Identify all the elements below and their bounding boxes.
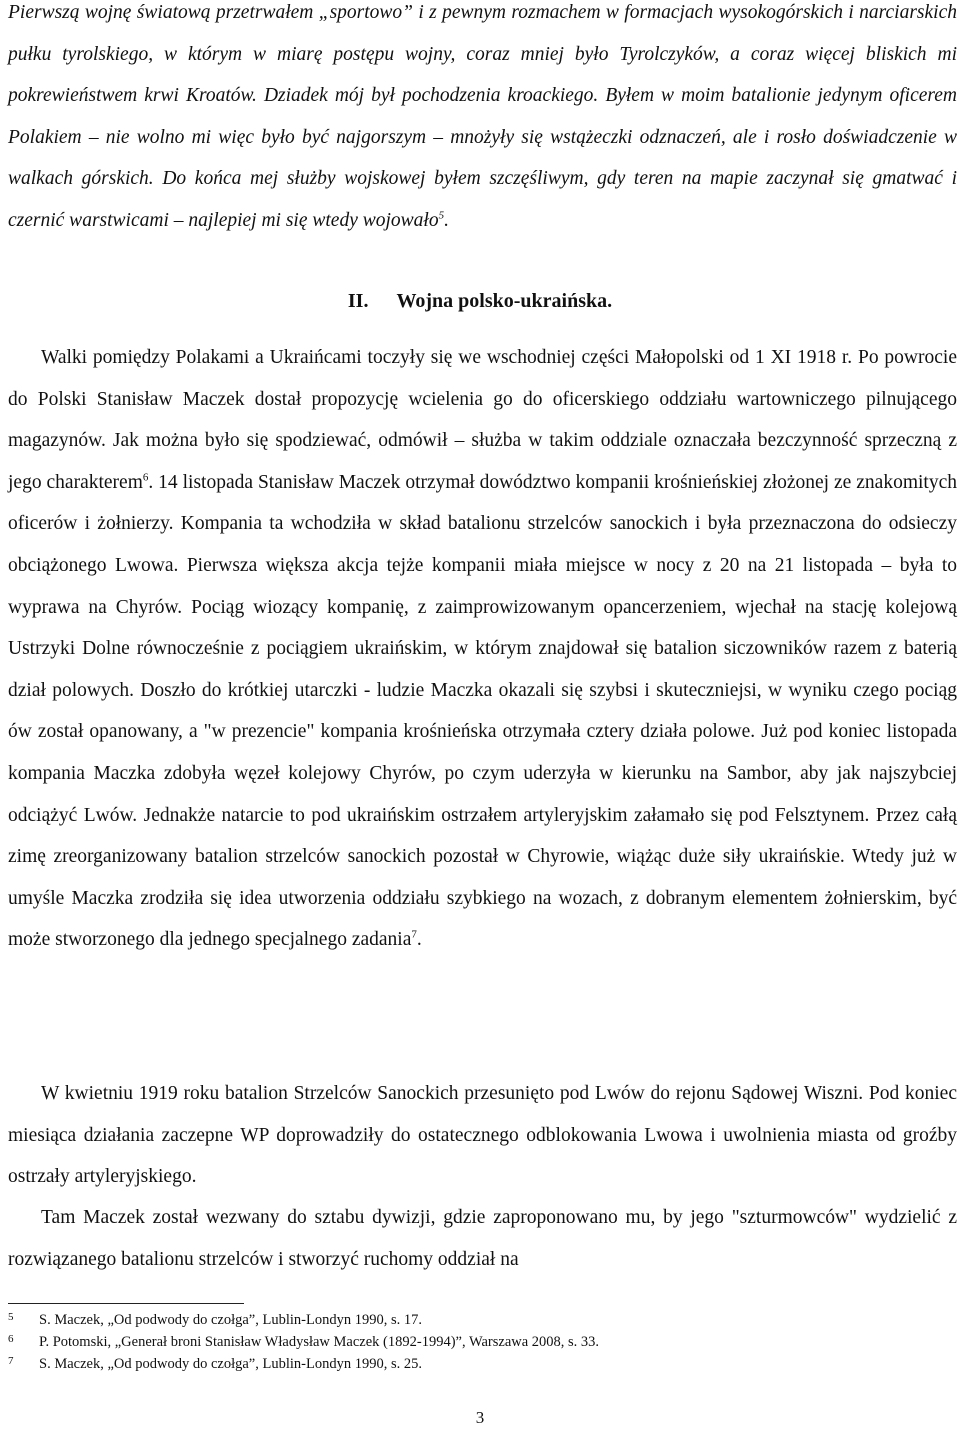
quote-text: Pierwszą wojnę światową przetrwałem „sportowo” i z pewnym rozmachem w formacjach wysokogórskich i narciarskich pułku tyrolskiego, w którym w miarę postępu wojny, coraz mniej było Tyrolczyków, a coraz więcej bliskich mi pokrewieństwem krwi Kroatów. Dziadek mój był pochodzenia kroackiego. Byłem w moim batalionie jedynym oficerem Polakiem – nie wolno mi więc było być najgorszym – mnożyły się wstążeczki odznaczeń, ale i rosło doświadczenie w walkach górskich. Do końca mej służby wojskowej byłem szczęśliwym, gdy teren na mapie zaczynał się gmatwać i czernić warstwicami – najlepiej mi się wtedy wojowało — [8, 2, 957, 231]
section-heading — [0, 290, 960, 313]
body-paragraph-2: W kwietniu 1919 roku batalion Strzelców Sanockich przesunięto pod Lwów do rejonu Sądowej Wiszni. Pod koniec miesiąca działania zaczepne WP doprowadziły do ostatecznego odblokowania Lwowa i uwolnienia miasta od groźby ostrzały artyleryjskiego. — [8, 1083, 957, 1188]
footnote — [8, 1331, 948, 1353]
footnote-number: 7 — [8, 1355, 14, 1367]
footnote-number: 6 — [8, 1333, 14, 1345]
footnote-text: P. Potomski, „Generał broni Stanisław Władysław Maczek (1892-1994)”, Warszawa 2008, s. 33. — [39, 1334, 600, 1350]
paragraph-1-part-c: . — [416, 929, 422, 951]
footnote-ref-7[interactable]: 7 — [411, 928, 417, 941]
body-paragraph-3: Tam Maczek został wezwany do sztabu dywizji, gdzie zaproponowano mu, by jego "szturmowców" wydzielić z rozwiązanego batalionu strzelców i stworzyć ruchomy oddział na — [8, 1207, 957, 1270]
footnotes — [8, 1309, 948, 1375]
section-number: II. — [347, 290, 369, 312]
quote-paragraph — [8, 0, 957, 241]
footnote — [8, 1353, 948, 1375]
paragraph-1-part-a: Walki pomiędzy Polakami a Ukraińcami toczyły się we wschodniej części Małopolski od 1 XI 1918 r. Po powrocie do Polski Stanisław Maczek dostał propozycję wcielenia go do oficerskiego oddziału wartowniczego pilnującego magazynów. Jak można było się spodziewać, odmówił – służba w takim oddziale oznaczała bezczynność sprzeczną z jego charakterem — [8, 347, 957, 493]
footnote-separator — [8, 1303, 244, 1304]
footnote-number: 5 — [8, 1311, 14, 1323]
footnote-text: S. Maczek, „Od podwody do czołga”, Lublin-Londyn 1990, s. 17. — [39, 1312, 422, 1328]
section-title: Wojna polsko-ukraińska. — [396, 290, 613, 312]
footnote-ref-5[interactable]: 5 — [438, 209, 445, 221]
page-number: 3 — [475, 1408, 485, 1427]
body-paragraph-1 — [8, 337, 957, 961]
paragraph-1-part-b: . 14 listopada Stanisław Maczek otrzymał dowództwo kompanii krośnieńskiej złożonej ze znakomitych oficerów i żołnierzy. Kompania ta wchodziła w skład batalionu strzelców sanockich i była przeznaczona do odsieczy obciążonego Lwowa. Pierwsza większa akcja tejże kompanii miała miejsce w nocy z 20 na 21 listopada – była to wyprawa na Chyrów. Pociąg wiozący kompanię, z zaimprowizowanym opancerzeniem, wjechał na stację kolejową Ustrzyki Dolne równocześnie z pociągiem ukraińskim, w którym znajdował się batalion siczowników razem z baterią dział polowych. Doszło do krótkiej utarczki - ludzie Maczka okazali się szybsi i skuteczniejsi, w wyniku czego pociąg ów został opanowany, a "w prezencie" kompania krośnieńska otrzymała cztery działa polowe. Już pod koniec listopada kompania Maczka zdobyła węzeł kolejowy Chyrów, po czym uderzyła w kierunku na Sambor, aby jak najszybciej odciążyć Lwów. Jednakże natarcie to pod ukraińskim ostrzałem artyleryjskim załamało się pod Felsztynem. Przez całą zimę zreorganizowany batalion strzelców sanockich pozostał w Chyrowie, wiążąc duże siły ukraińskie. Wtedy już w umyśle Maczka zrodziła się idea utworzenia oddziału szybkiego na wozach, z dobranym elementem żołnierskim, być może stworzonego dla jednego specjalnego zadania — [8, 471, 957, 951]
footnote-ref-6[interactable]: 6 — [142, 471, 149, 484]
quote-end: . — [444, 209, 449, 231]
footnote — [8, 1309, 948, 1331]
footnote-text: S. Maczek, „Od podwody do czołga”, Lublin-Londyn 1990, s. 25. — [39, 1356, 422, 1372]
